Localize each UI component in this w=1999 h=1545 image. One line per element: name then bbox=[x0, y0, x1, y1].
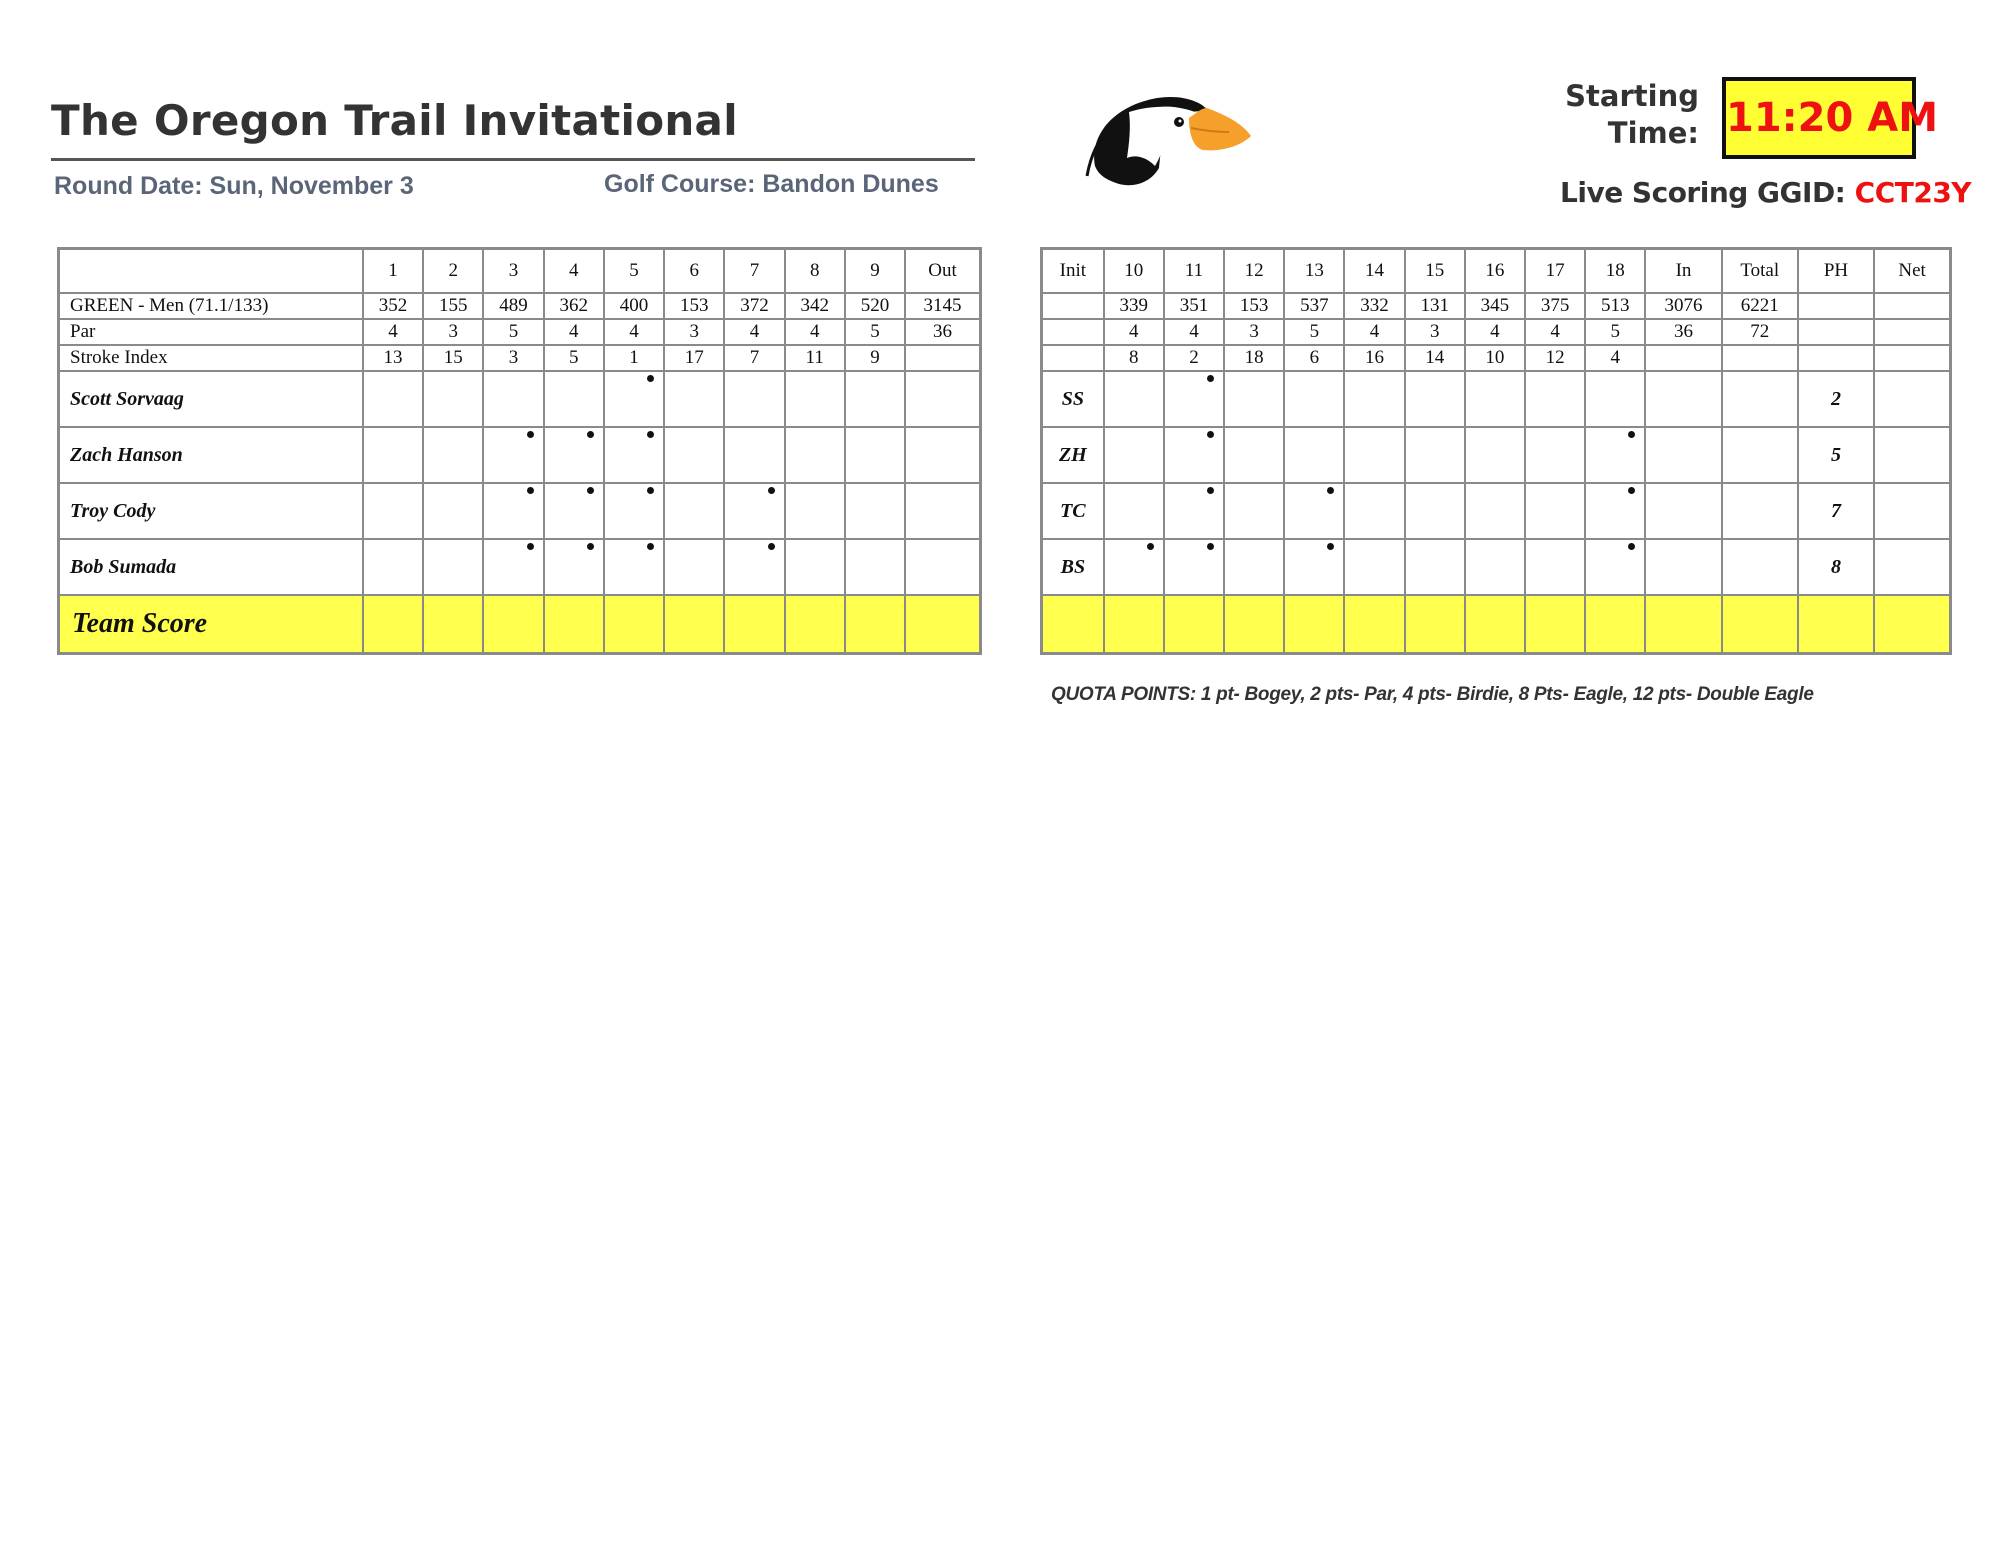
team-score-cell bbox=[483, 595, 543, 654]
stroke-index-row bbox=[59, 345, 981, 371]
score-cell bbox=[363, 539, 423, 595]
stroke-index-cell: 1 bbox=[604, 345, 664, 371]
yardage-row bbox=[1042, 293, 1951, 319]
hole-header: 7 bbox=[724, 249, 784, 294]
hole-number-row bbox=[59, 249, 981, 294]
par-cell: 3 bbox=[1224, 319, 1284, 345]
stroke-dot-icon bbox=[527, 487, 534, 494]
team-score-label: Team Score bbox=[59, 595, 363, 654]
player-name: Zach Hanson bbox=[59, 427, 363, 483]
player-row bbox=[59, 371, 981, 427]
title-underline bbox=[51, 158, 975, 161]
stroke-index-cell: 2 bbox=[1164, 345, 1224, 371]
player-row bbox=[1042, 371, 1951, 427]
score-cell bbox=[604, 539, 664, 595]
yardage-cell: 155 bbox=[423, 293, 483, 319]
yardage-cell: 362 bbox=[544, 293, 604, 319]
stroke-index-cell: 12 bbox=[1525, 345, 1585, 371]
stroke-index-cell bbox=[905, 345, 980, 371]
team-score-cell bbox=[1344, 595, 1404, 654]
score-cell bbox=[1164, 483, 1224, 539]
score-cell bbox=[483, 483, 543, 539]
stroke-dot-icon bbox=[527, 543, 534, 550]
team-score-cell bbox=[544, 595, 604, 654]
score-cell bbox=[604, 427, 664, 483]
stroke-dot-icon bbox=[647, 487, 654, 494]
score-cell bbox=[1164, 427, 1224, 483]
hole-header: 2 bbox=[423, 249, 483, 294]
tee-label: GREEN - Men (71.1/133) bbox=[59, 293, 363, 319]
par-cell: 4 bbox=[1465, 319, 1525, 345]
team-score-row bbox=[59, 595, 981, 654]
stroke-index-cell bbox=[1645, 345, 1721, 371]
team-score-cell bbox=[1104, 595, 1164, 654]
score-cell bbox=[1344, 539, 1404, 595]
team-score-cell bbox=[1525, 595, 1585, 654]
hole-header: 12 bbox=[1224, 249, 1284, 294]
par-cell bbox=[1798, 319, 1874, 345]
par-cell: 4 bbox=[1104, 319, 1164, 345]
score-cell bbox=[1284, 483, 1344, 539]
stroke-index-label: Stroke Index bbox=[59, 345, 363, 371]
team-score-cell bbox=[1224, 595, 1284, 654]
yardage-cell: 342 bbox=[785, 293, 845, 319]
stroke-index-cell: 10 bbox=[1465, 345, 1525, 371]
score-cell bbox=[845, 371, 905, 427]
stroke-index-cell: 8 bbox=[1104, 345, 1164, 371]
score-cell bbox=[544, 539, 604, 595]
stroke-dot-icon bbox=[1207, 487, 1214, 494]
score-cell bbox=[905, 539, 980, 595]
score-cell bbox=[1874, 427, 1950, 483]
back-nine-scorecard bbox=[1040, 247, 1952, 655]
stroke-index-cell: 9 bbox=[845, 345, 905, 371]
team-score-cell bbox=[1465, 595, 1525, 654]
player-initials: SS bbox=[1042, 371, 1104, 427]
team-score-cell bbox=[1164, 595, 1224, 654]
score-cell bbox=[1164, 371, 1224, 427]
par-cell: 3 bbox=[664, 319, 724, 345]
par-cell bbox=[1874, 319, 1950, 345]
live-scoring-label: Live Scoring GGID: bbox=[1560, 176, 1855, 209]
score-cell bbox=[1284, 539, 1344, 595]
stroke-dot-icon bbox=[768, 543, 775, 550]
ggid-code: CCT23Y bbox=[1854, 176, 1972, 209]
hole-header: 8 bbox=[785, 249, 845, 294]
score-cell bbox=[1525, 539, 1585, 595]
yardage-cell: 372 bbox=[724, 293, 784, 319]
hole-header: Out bbox=[905, 249, 980, 294]
score-cell bbox=[1284, 427, 1344, 483]
team-score-cell bbox=[423, 595, 483, 654]
score-cell bbox=[1224, 371, 1284, 427]
hole-header: PH bbox=[1798, 249, 1874, 294]
score-cell bbox=[664, 427, 724, 483]
score-cell bbox=[1104, 371, 1164, 427]
stroke-index-cell bbox=[1874, 345, 1950, 371]
stroke-dot-icon bbox=[527, 431, 534, 438]
player-row bbox=[1042, 483, 1951, 539]
score-cell bbox=[1585, 539, 1645, 595]
stroke-index-cell: 11 bbox=[785, 345, 845, 371]
score-cell bbox=[363, 371, 423, 427]
hole-header: 18 bbox=[1585, 249, 1645, 294]
score-cell bbox=[785, 483, 845, 539]
score-cell bbox=[1344, 427, 1404, 483]
stroke-dot-icon bbox=[587, 487, 594, 494]
score-cell bbox=[423, 427, 483, 483]
score-cell bbox=[845, 483, 905, 539]
hole-header: 15 bbox=[1405, 249, 1465, 294]
hole-number-row bbox=[1042, 249, 1951, 294]
score-cell bbox=[544, 427, 604, 483]
score-cell bbox=[423, 483, 483, 539]
stroke-index-cell bbox=[1798, 345, 1874, 371]
score-cell bbox=[1525, 483, 1585, 539]
score-cell bbox=[1525, 371, 1585, 427]
score-cell bbox=[905, 427, 980, 483]
score-cell bbox=[785, 371, 845, 427]
hole-header: In bbox=[1645, 249, 1721, 294]
score-cell bbox=[1104, 427, 1164, 483]
yardage-cell: 131 bbox=[1405, 293, 1465, 319]
score-cell bbox=[1645, 539, 1721, 595]
par-cell: 36 bbox=[1645, 319, 1721, 345]
score-cell bbox=[483, 371, 543, 427]
player-name: Bob Sumada bbox=[59, 539, 363, 595]
score-cell bbox=[845, 539, 905, 595]
yardage-row bbox=[59, 293, 981, 319]
par-cell: 5 bbox=[483, 319, 543, 345]
par-cell: 5 bbox=[1585, 319, 1645, 345]
score-cell bbox=[483, 539, 543, 595]
stroke-dot-icon bbox=[1327, 487, 1334, 494]
score-cell bbox=[423, 371, 483, 427]
yardage-cell: 351 bbox=[1164, 293, 1224, 319]
score-cell bbox=[664, 371, 724, 427]
player-row bbox=[1042, 539, 1951, 595]
score-cell bbox=[1722, 483, 1798, 539]
team-score-cell bbox=[1284, 595, 1344, 654]
score-cell bbox=[1465, 371, 1525, 427]
score-cell bbox=[724, 539, 784, 595]
live-scoring-ggid bbox=[1560, 176, 1972, 209]
player-initials: ZH bbox=[1042, 427, 1104, 483]
hole-header: 5 bbox=[604, 249, 664, 294]
score-cell bbox=[845, 427, 905, 483]
score-cell bbox=[1405, 483, 1465, 539]
yardage-cell: 3145 bbox=[905, 293, 980, 319]
yardage-cell: 513 bbox=[1585, 293, 1645, 319]
yardage-cell: 153 bbox=[664, 293, 724, 319]
puffin-logo-icon bbox=[1085, 88, 1253, 190]
stroke-index-cell: 15 bbox=[423, 345, 483, 371]
team-score-cell bbox=[785, 595, 845, 654]
par-cell: 4 bbox=[1344, 319, 1404, 345]
hole-header: Total bbox=[1722, 249, 1798, 294]
score-cell bbox=[604, 371, 664, 427]
stroke-index-cell: 14 bbox=[1405, 345, 1465, 371]
score-cell bbox=[1585, 371, 1645, 427]
score-cell bbox=[1104, 483, 1164, 539]
score-cell bbox=[1164, 539, 1224, 595]
score-cell bbox=[664, 483, 724, 539]
team-score-cell bbox=[1645, 595, 1721, 654]
stroke-index-cell: 16 bbox=[1344, 345, 1404, 371]
stroke-index-cell: 5 bbox=[544, 345, 604, 371]
par-cell: 4 bbox=[604, 319, 664, 345]
yardage-cell: 153 bbox=[1224, 293, 1284, 319]
stroke-index-cell: 4 bbox=[1585, 345, 1645, 371]
round-date: Round Date: Sun, November 3 bbox=[54, 172, 414, 200]
score-cell bbox=[1585, 483, 1645, 539]
header-blank-cell bbox=[59, 249, 363, 294]
golf-course: Golf Course: Bandon Dunes bbox=[604, 170, 939, 198]
score-cell bbox=[1722, 371, 1798, 427]
stroke-index-cell: 13 bbox=[363, 345, 423, 371]
player-name: Scott Sorvaag bbox=[59, 371, 363, 427]
stroke-dot-icon bbox=[1207, 543, 1214, 550]
starting-time-label bbox=[1554, 78, 1699, 152]
score-cell bbox=[544, 483, 604, 539]
yardage-cell bbox=[1798, 293, 1874, 319]
yardage-cell: 3076 bbox=[1645, 293, 1721, 319]
score-cell bbox=[1585, 427, 1645, 483]
player-initials: BS bbox=[1042, 539, 1104, 595]
score-cell bbox=[483, 427, 543, 483]
blank-cell bbox=[1042, 319, 1104, 345]
score-cell bbox=[1284, 371, 1344, 427]
yardage-cell: 537 bbox=[1284, 293, 1344, 319]
playing-handicap: 2 bbox=[1798, 371, 1874, 427]
stroke-dot-icon bbox=[1207, 375, 1214, 382]
playing-handicap: 5 bbox=[1798, 427, 1874, 483]
front-nine-scorecard bbox=[57, 247, 982, 655]
score-cell bbox=[1104, 539, 1164, 595]
playing-handicap: 7 bbox=[1798, 483, 1874, 539]
score-cell bbox=[1465, 483, 1525, 539]
score-cell bbox=[1405, 427, 1465, 483]
hole-header: 16 bbox=[1465, 249, 1525, 294]
team-score-cell bbox=[604, 595, 664, 654]
playing-handicap: 8 bbox=[1798, 539, 1874, 595]
score-cell bbox=[1874, 539, 1950, 595]
score-cell bbox=[1874, 483, 1950, 539]
par-cell: 3 bbox=[423, 319, 483, 345]
score-cell bbox=[1224, 539, 1284, 595]
score-cell bbox=[604, 483, 664, 539]
score-cell bbox=[785, 427, 845, 483]
team-score-cell bbox=[1798, 595, 1874, 654]
stroke-index-cell bbox=[1722, 345, 1798, 371]
score-cell bbox=[1525, 427, 1585, 483]
stroke-dot-icon bbox=[1207, 431, 1214, 438]
score-cell bbox=[1465, 539, 1525, 595]
hole-header: Net bbox=[1874, 249, 1950, 294]
par-cell: 3 bbox=[1405, 319, 1465, 345]
score-cell bbox=[724, 371, 784, 427]
par-cell: 4 bbox=[1525, 319, 1585, 345]
par-cell: 4 bbox=[363, 319, 423, 345]
event-title: The Oregon Trail Invitational bbox=[51, 96, 738, 145]
yardage-cell: 332 bbox=[1344, 293, 1404, 319]
player-initials: TC bbox=[1042, 483, 1104, 539]
score-cell bbox=[1722, 539, 1798, 595]
par-label: Par bbox=[59, 319, 363, 345]
score-cell bbox=[724, 427, 784, 483]
score-cell bbox=[1874, 371, 1950, 427]
score-cell bbox=[1465, 427, 1525, 483]
score-cell bbox=[1645, 427, 1721, 483]
par-cell: 36 bbox=[905, 319, 980, 345]
score-cell bbox=[905, 371, 980, 427]
par-cell: 4 bbox=[785, 319, 845, 345]
stroke-index-cell: 7 bbox=[724, 345, 784, 371]
starting-label-line2: Time: bbox=[1607, 116, 1699, 150]
yardage-cell: 345 bbox=[1465, 293, 1525, 319]
yardage-cell: 375 bbox=[1525, 293, 1585, 319]
stroke-dot-icon bbox=[768, 487, 775, 494]
hole-header: 17 bbox=[1525, 249, 1585, 294]
score-cell bbox=[724, 483, 784, 539]
par-cell: 4 bbox=[724, 319, 784, 345]
blank-cell bbox=[1042, 345, 1104, 371]
hole-header: 9 bbox=[845, 249, 905, 294]
stroke-dot-icon bbox=[587, 543, 594, 550]
team-score-cell bbox=[1722, 595, 1798, 654]
score-cell bbox=[664, 539, 724, 595]
starting-label-line1: Starting bbox=[1565, 79, 1699, 113]
team-score-cell bbox=[905, 595, 980, 654]
team-score-cell bbox=[1042, 595, 1104, 654]
score-cell bbox=[1405, 539, 1465, 595]
score-cell bbox=[1645, 483, 1721, 539]
score-cell bbox=[785, 539, 845, 595]
stroke-dot-icon bbox=[647, 543, 654, 550]
score-cell bbox=[544, 371, 604, 427]
score-cell bbox=[1344, 371, 1404, 427]
player-row bbox=[59, 539, 981, 595]
par-cell: 4 bbox=[544, 319, 604, 345]
stroke-index-cell: 3 bbox=[483, 345, 543, 371]
stroke-dot-icon bbox=[1628, 431, 1635, 438]
team-score-cell bbox=[1585, 595, 1645, 654]
stroke-index-row bbox=[1042, 345, 1951, 371]
stroke-dot-icon bbox=[647, 431, 654, 438]
stroke-index-cell: 6 bbox=[1284, 345, 1344, 371]
hole-header: 4 bbox=[544, 249, 604, 294]
init-header: Init bbox=[1042, 249, 1104, 294]
team-score-row bbox=[1042, 595, 1951, 654]
stroke-index-cell: 17 bbox=[664, 345, 724, 371]
player-name: Troy Cody bbox=[59, 483, 363, 539]
score-cell bbox=[1224, 427, 1284, 483]
par-row bbox=[59, 319, 981, 345]
par-cell: 5 bbox=[845, 319, 905, 345]
yardage-cell: 339 bbox=[1104, 293, 1164, 319]
team-score-cell bbox=[664, 595, 724, 654]
yardage-cell: 352 bbox=[363, 293, 423, 319]
par-cell: 72 bbox=[1722, 319, 1798, 345]
score-cell bbox=[1722, 427, 1798, 483]
hole-header: 11 bbox=[1164, 249, 1224, 294]
stroke-dot-icon bbox=[1327, 543, 1334, 550]
stroke-index-cell: 18 bbox=[1224, 345, 1284, 371]
team-score-cell bbox=[363, 595, 423, 654]
yardage-cell: 520 bbox=[845, 293, 905, 319]
hole-header: 13 bbox=[1284, 249, 1344, 294]
starting-time-value: 11:20 AM bbox=[1722, 77, 1916, 159]
score-cell bbox=[1405, 371, 1465, 427]
team-score-cell bbox=[1405, 595, 1465, 654]
score-cell bbox=[1645, 371, 1721, 427]
player-row bbox=[59, 483, 981, 539]
hole-header: 14 bbox=[1344, 249, 1404, 294]
player-row bbox=[1042, 427, 1951, 483]
score-cell bbox=[363, 427, 423, 483]
hole-header: 6 bbox=[664, 249, 724, 294]
yardage-cell: 489 bbox=[483, 293, 543, 319]
stroke-dot-icon bbox=[1628, 487, 1635, 494]
yardage-cell bbox=[1874, 293, 1950, 319]
player-row bbox=[59, 427, 981, 483]
score-cell bbox=[363, 483, 423, 539]
stroke-dot-icon bbox=[1147, 543, 1154, 550]
stroke-dot-icon bbox=[1628, 543, 1635, 550]
score-cell bbox=[423, 539, 483, 595]
par-cell: 5 bbox=[1284, 319, 1344, 345]
team-score-cell bbox=[1874, 595, 1950, 654]
score-cell bbox=[1344, 483, 1404, 539]
stroke-dot-icon bbox=[587, 431, 594, 438]
par-row bbox=[1042, 319, 1951, 345]
stroke-dot-icon bbox=[647, 375, 654, 382]
quota-points-note: QUOTA POINTS: 1 pt- Bogey, 2 pts- Par, 4 pts- Birdie, 8 Pts- Eagle, 12 pts- Double Eagle bbox=[1051, 684, 1814, 705]
yardage-cell: 6221 bbox=[1722, 293, 1798, 319]
team-score-cell bbox=[845, 595, 905, 654]
score-cell bbox=[905, 483, 980, 539]
hole-header: 3 bbox=[483, 249, 543, 294]
hole-header: 1 bbox=[363, 249, 423, 294]
team-score-cell bbox=[724, 595, 784, 654]
score-cell bbox=[1224, 483, 1284, 539]
blank-cell bbox=[1042, 293, 1104, 319]
yardage-cell: 400 bbox=[604, 293, 664, 319]
hole-header: 10 bbox=[1104, 249, 1164, 294]
par-cell: 4 bbox=[1164, 319, 1224, 345]
